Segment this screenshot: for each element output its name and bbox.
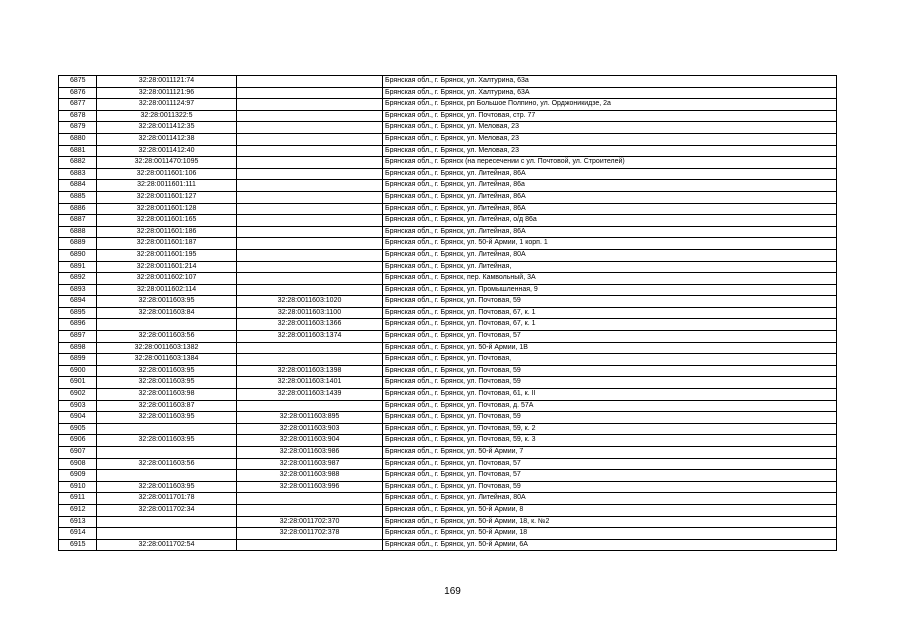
table-row [59,226,837,238]
row-number-cell: 6897 [59,331,97,343]
building-cadastral-number-cell: 32:28:0011702:370 [237,516,383,528]
row-number-cell: 6879 [59,122,97,134]
address-cell: Брянская обл., г. Брянск, ул. 50-й Армии, 8 [383,504,837,516]
land-cadastral-number-cell: 32:28:0011603:56 [97,331,237,343]
table-row [59,87,837,99]
address-cell: Брянская обл., г. Брянск, ул. Меловая, 23 [383,122,837,134]
building-cadastral-number-cell: 32:28:0011603:988 [237,470,383,482]
address-cell: Брянская обл., г. Брянск, ул. Почтовая, 59 [383,412,837,424]
building-cadastral-number-cell [237,157,383,169]
building-cadastral-number-cell [237,493,383,505]
land-cadastral-number-cell: 32:28:0011603:95 [97,296,237,308]
address-cell: Брянская обл., г. Брянск, ул. Почтовая, 57 [383,470,837,482]
registry-table [58,75,837,551]
address-cell: Брянская обл., г. Брянск, ул. Халтурина, 63а [383,76,837,88]
address-cell: Брянская обл., г. Брянск, рп Большое Полпино, ул. Орджоникидзе, 2а [383,99,837,111]
address-cell: Брянская обл., г. Брянск, ул. Меловая, 23 [383,145,837,157]
building-cadastral-number-cell [237,145,383,157]
row-number-cell: 6884 [59,180,97,192]
table-row [59,423,837,435]
table-row [59,238,837,250]
row-number-cell: 6881 [59,145,97,157]
land-cadastral-number-cell: 32:28:0011603:98 [97,389,237,401]
building-cadastral-number-cell [237,168,383,180]
table-row [59,215,837,227]
land-cadastral-number-cell: 32:28:0011701:78 [97,493,237,505]
table-row [59,249,837,261]
row-number-cell: 6907 [59,447,97,459]
row-number-cell: 6898 [59,342,97,354]
table-row [59,122,837,134]
row-number-cell: 6905 [59,423,97,435]
address-cell: Брянская обл., г. Брянск, ул. Почтовая, 59, к. 3 [383,435,837,447]
address-cell: Брянская обл., г. Брянск, ул. Литейная, о/д 86а [383,215,837,227]
row-number-cell: 6878 [59,110,97,122]
building-cadastral-number-cell [237,273,383,285]
land-cadastral-number-cell: 32:28:0011601:111 [97,180,237,192]
land-cadastral-number-cell: 32:28:0011603:87 [97,400,237,412]
land-cadastral-number-cell: 32:28:0011603:1382 [97,342,237,354]
table-row [59,354,837,366]
land-cadastral-number-cell: 32:28:0011601:186 [97,226,237,238]
row-number-cell: 6876 [59,87,97,99]
address-cell: Брянская обл., г. Брянск, ул. 50-й Армии, 18, к. №2 [383,516,837,528]
table-row [59,412,837,424]
table-row [59,296,837,308]
land-cadastral-number-cell: 32:28:0011603:95 [97,412,237,424]
table-row [59,203,837,215]
row-number-cell: 6899 [59,354,97,366]
row-number-cell: 6909 [59,470,97,482]
building-cadastral-number-cell [237,354,383,366]
table-row [59,481,837,493]
building-cadastral-number-cell [237,215,383,227]
table-row [59,99,837,111]
address-cell: Брянская обл., г. Брянск (на пересечении с ул. Почтовой, ул. Строителей) [383,157,837,169]
row-number-cell: 6908 [59,458,97,470]
address-cell: Брянская обл., г. Брянск, ул. Почтовая, 61, к. II [383,389,837,401]
address-cell: Брянская обл., г. Брянск, пер. Камвольный, 3А [383,273,837,285]
building-cadastral-number-cell [237,122,383,134]
land-cadastral-number-cell: 32:28:0011322:5 [97,110,237,122]
row-number-cell: 6891 [59,261,97,273]
land-cadastral-number-cell: 32:28:0011412:40 [97,145,237,157]
land-cadastral-number-cell: 32:28:0011603:95 [97,481,237,493]
table-row [59,435,837,447]
address-cell: Брянская обл., г. Брянск, ул. 50-й Армии, 18 [383,528,837,540]
address-cell: Брянская обл., г. Брянск, ул. Почтовая, 57 [383,331,837,343]
address-cell: Брянская обл., г. Брянск, ул. 50-й Армии, 6А [383,539,837,551]
row-number-cell: 6890 [59,249,97,261]
building-cadastral-number-cell: 32:28:0011603:1401 [237,377,383,389]
building-cadastral-number-cell [237,99,383,111]
row-number-cell: 6900 [59,365,97,377]
building-cadastral-number-cell [237,238,383,250]
address-cell: Брянская обл., г. Брянск, ул. Почтовая, 57 [383,458,837,470]
land-cadastral-number-cell [97,423,237,435]
row-number-cell: 6906 [59,435,97,447]
building-cadastral-number-cell: 32:28:0011603:903 [237,423,383,435]
building-cadastral-number-cell [237,284,383,296]
row-number-cell: 6875 [59,76,97,88]
table-row [59,365,837,377]
table-row [59,539,837,551]
building-cadastral-number-cell: 32:28:0011603:996 [237,481,383,493]
land-cadastral-number-cell: 32:28:0011412:38 [97,133,237,145]
land-cadastral-number-cell: 32:28:0011601:165 [97,215,237,227]
row-number-cell: 6913 [59,516,97,528]
table-row [59,76,837,88]
table-row [59,331,837,343]
land-cadastral-number-cell: 32:28:0011601:214 [97,261,237,273]
building-cadastral-number-cell: 32:28:0011603:1100 [237,307,383,319]
land-cadastral-number-cell: 32:28:0011601:195 [97,249,237,261]
address-cell: Брянская обл., г. Брянск, ул. Литейная, 80А [383,249,837,261]
row-number-cell: 6895 [59,307,97,319]
land-cadastral-number-cell [97,447,237,459]
table-row [59,284,837,296]
land-cadastral-number-cell: 32:28:0011603:1384 [97,354,237,366]
table-row [59,493,837,505]
table-row [59,342,837,354]
land-cadastral-number-cell: 32:28:0011603:95 [97,365,237,377]
address-cell: Брянская обл., г. Брянск, ул. 50-й Армии, 1В [383,342,837,354]
building-cadastral-number-cell: 32:28:0011603:1374 [237,331,383,343]
table-row [59,273,837,285]
land-cadastral-number-cell: 32:28:0011121:74 [97,76,237,88]
land-cadastral-number-cell: 32:28:0011601:127 [97,191,237,203]
address-cell: Брянская обл., г. Брянск, ул. Почтовая, д. 57А [383,400,837,412]
table-row [59,400,837,412]
land-cadastral-number-cell: 32:28:0011601:128 [97,203,237,215]
table-row [59,447,837,459]
row-number-cell: 6904 [59,412,97,424]
building-cadastral-number-cell [237,226,383,238]
building-cadastral-number-cell [237,110,383,122]
building-cadastral-number-cell [237,133,383,145]
building-cadastral-number-cell: 32:28:0011603:904 [237,435,383,447]
building-cadastral-number-cell [237,249,383,261]
building-cadastral-number-cell [237,203,383,215]
land-cadastral-number-cell: 32:28:0011602:114 [97,284,237,296]
table-row [59,180,837,192]
building-cadastral-number-cell: 32:28:0011603:1020 [237,296,383,308]
building-cadastral-number-cell: 32:28:0011702:378 [237,528,383,540]
table-row [59,157,837,169]
row-number-cell: 6894 [59,296,97,308]
table-row [59,516,837,528]
row-number-cell: 6880 [59,133,97,145]
table-row [59,261,837,273]
land-cadastral-number-cell: 32:28:0011412:35 [97,122,237,134]
address-cell: Брянская обл., г. Брянск, ул. Почтовая, 59 [383,377,837,389]
address-cell: Брянская обл., г. Брянск, ул. Почтовая, стр. 77 [383,110,837,122]
address-cell: Брянская обл., г. Брянск, ул. Почтовая, 59, к. 2 [383,423,837,435]
address-cell: Брянская обл., г. Брянск, ул. Литейная, [383,261,837,273]
address-cell: Брянская обл., г. Брянск, ул. Промышленная, 9 [383,284,837,296]
row-number-cell: 6911 [59,493,97,505]
address-cell: Брянская обл., г. Брянск, ул. Почтовая, 67, к. 1 [383,319,837,331]
land-cadastral-number-cell: 32:28:0011470:1095 [97,157,237,169]
land-cadastral-number-cell [97,516,237,528]
building-cadastral-number-cell [237,400,383,412]
registry-table-body [59,76,837,551]
land-cadastral-number-cell: 32:28:0011702:54 [97,539,237,551]
row-number-cell: 6903 [59,400,97,412]
row-number-cell: 6886 [59,203,97,215]
address-cell: Брянская обл., г. Брянск, ул. Литейная, 86А [383,168,837,180]
table-row [59,110,837,122]
row-number-cell: 6887 [59,215,97,227]
address-cell: Брянская обл., г. Брянск, ул. Почтовая, 67, к. 1 [383,307,837,319]
building-cadastral-number-cell [237,342,383,354]
land-cadastral-number-cell: 32:28:0011702:34 [97,504,237,516]
address-cell: Брянская обл., г. Брянск, ул. 50-й Армии, 1 корп. 1 [383,238,837,250]
land-cadastral-number-cell: 32:28:0011603:56 [97,458,237,470]
building-cadastral-number-cell: 32:28:0011603:1439 [237,389,383,401]
table-row [59,470,837,482]
building-cadastral-number-cell: 32:28:0011603:1398 [237,365,383,377]
address-cell: Брянская обл., г. Брянск, ул. Почтовая, 59 [383,481,837,493]
address-cell: Брянская обл., г. Брянск, ул. Литейная, 80А [383,493,837,505]
table-row [59,168,837,180]
land-cadastral-number-cell: 32:28:0011121:96 [97,87,237,99]
address-cell: Брянская обл., г. Брянск, ул. Почтовая, [383,354,837,366]
table-row [59,319,837,331]
land-cadastral-number-cell [97,528,237,540]
building-cadastral-number-cell: 32:28:0011603:895 [237,412,383,424]
building-cadastral-number-cell: 32:28:0011603:986 [237,447,383,459]
address-cell: Брянская обл., г. Брянск, ул. 50-й Армии, 7 [383,447,837,459]
land-cadastral-number-cell: 32:28:0011602:107 [97,273,237,285]
address-cell: Брянская обл., г. Брянск, ул. Почтовая, 59 [383,365,837,377]
table-row [59,145,837,157]
table-row [59,458,837,470]
row-number-cell: 6915 [59,539,97,551]
table-row [59,133,837,145]
row-number-cell: 6888 [59,226,97,238]
table-row [59,377,837,389]
building-cadastral-number-cell [237,539,383,551]
building-cadastral-number-cell [237,180,383,192]
address-cell: Брянская обл., г. Брянск, ул. Литейная, 86а [383,180,837,192]
row-number-cell: 6902 [59,389,97,401]
address-cell: Брянская обл., г. Брянск, ул. Почтовая, 59 [383,296,837,308]
building-cadastral-number-cell: 32:28:0011603:1366 [237,319,383,331]
table-row [59,504,837,516]
row-number-cell: 6912 [59,504,97,516]
row-number-cell: 6889 [59,238,97,250]
land-cadastral-number-cell [97,319,237,331]
table-row [59,389,837,401]
land-cadastral-number-cell: 32:28:0011601:106 [97,168,237,180]
row-number-cell: 6882 [59,157,97,169]
land-cadastral-number-cell [97,470,237,482]
table-row [59,528,837,540]
land-cadastral-number-cell: 32:28:0011601:187 [97,238,237,250]
building-cadastral-number-cell [237,261,383,273]
address-cell: Брянская обл., г. Брянск, ул. Меловая, 23 [383,133,837,145]
land-cadastral-number-cell: 32:28:0011603:95 [97,435,237,447]
building-cadastral-number-cell [237,76,383,88]
land-cadastral-number-cell: 32:28:0011603:84 [97,307,237,319]
row-number-cell: 6914 [59,528,97,540]
row-number-cell: 6893 [59,284,97,296]
row-number-cell: 6896 [59,319,97,331]
table-row [59,191,837,203]
table-row [59,307,837,319]
row-number-cell: 6877 [59,99,97,111]
row-number-cell: 6885 [59,191,97,203]
building-cadastral-number-cell [237,504,383,516]
row-number-cell: 6883 [59,168,97,180]
address-cell: Брянская обл., г. Брянск, ул. Халтурина, 63А [383,87,837,99]
address-cell: Брянская обл., г. Брянск, ул. Литейная, 86А [383,191,837,203]
land-cadastral-number-cell: 32:28:0011124:97 [97,99,237,111]
building-cadastral-number-cell [237,87,383,99]
row-number-cell: 6892 [59,273,97,285]
row-number-cell: 6901 [59,377,97,389]
row-number-cell: 6910 [59,481,97,493]
building-cadastral-number-cell: 32:28:0011603:987 [237,458,383,470]
address-cell: Брянская обл., г. Брянск, ул. Литейная, 86А [383,226,837,238]
page-number: 169 [444,586,461,597]
building-cadastral-number-cell [237,191,383,203]
address-cell: Брянская обл., г. Брянск, ул. Литейная, 86А [383,203,837,215]
land-cadastral-number-cell: 32:28:0011603:95 [97,377,237,389]
